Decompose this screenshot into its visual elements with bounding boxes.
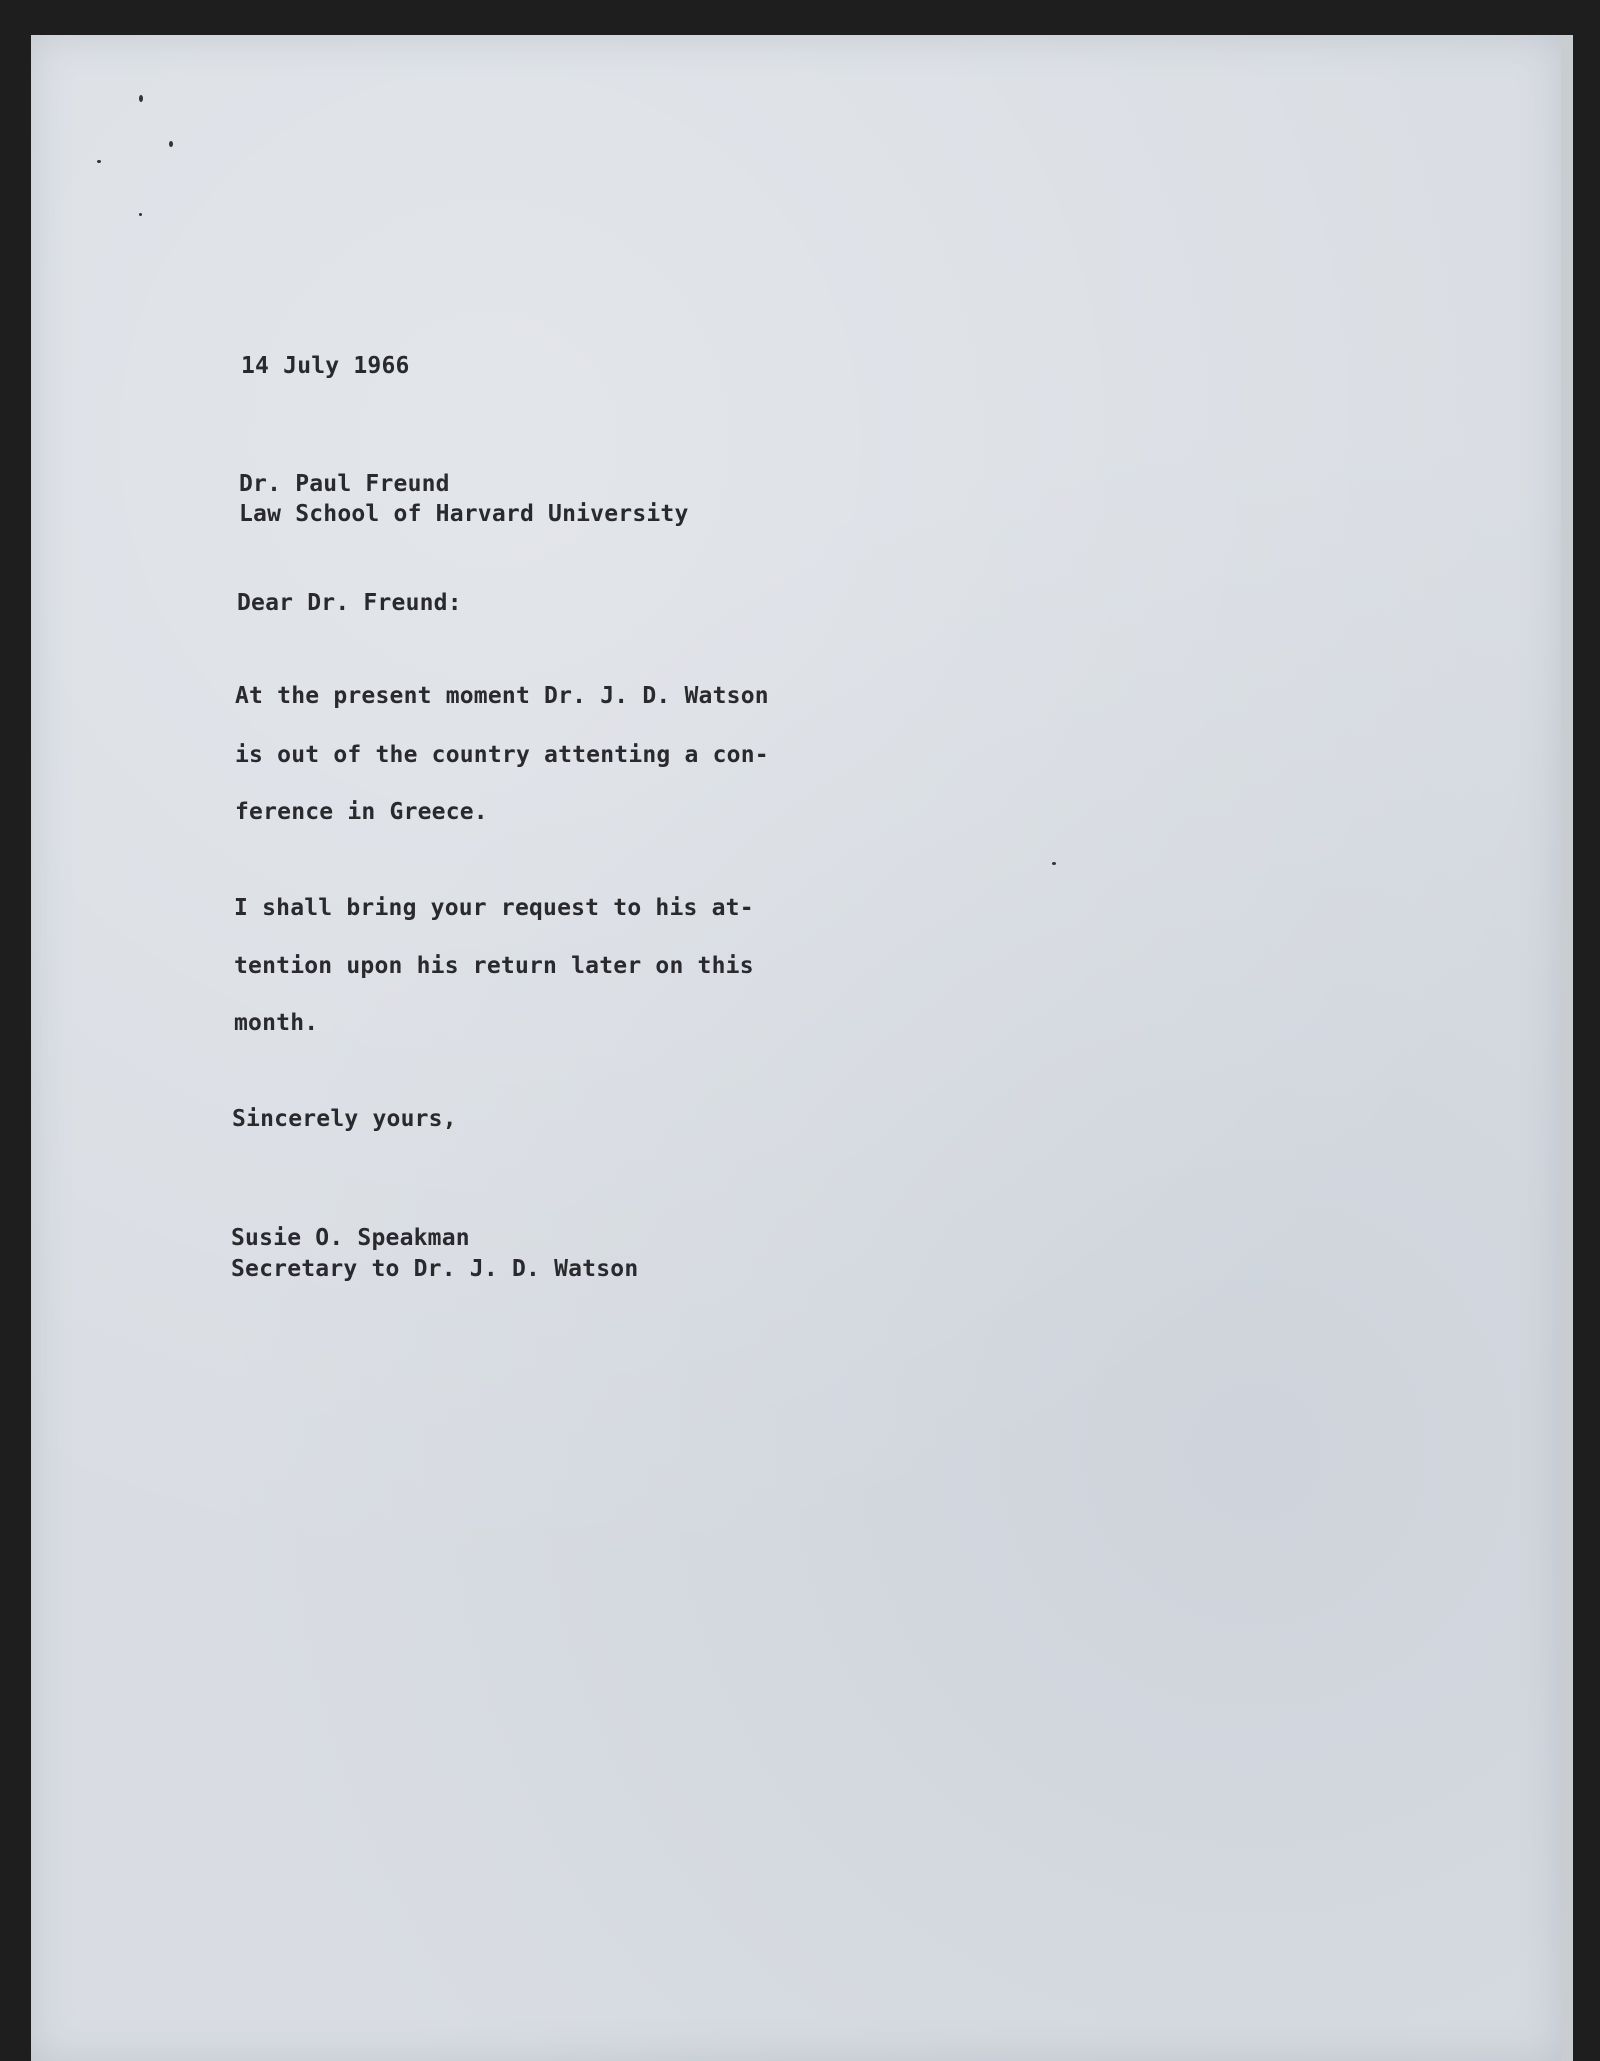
paragraph-2-line-1: I shall bring your request to his at- (234, 895, 754, 921)
letter-body (31, 35, 1561, 2061)
signature-title: Secretary to Dr. J. D. Watson (231, 1256, 639, 1282)
letter-date: 14 July 1966 (241, 353, 410, 379)
closing: Sincerely yours, (232, 1106, 457, 1132)
paragraph-2-line-2: tention upon his return later on this (234, 953, 754, 979)
paragraph-1-line-1: At the present moment Dr. J. D. Watson (235, 683, 769, 709)
salutation: Dear Dr. Freund: (237, 590, 462, 616)
recipient-institution: Law School of Harvard University (239, 501, 689, 527)
paragraph-2-line-3: month. (234, 1010, 319, 1036)
letter-page (31, 35, 1561, 2061)
recipient-name: Dr. Paul Freund (239, 471, 450, 497)
page-edge (1561, 35, 1573, 2061)
signature-name: Susie O. Speakman (231, 1225, 470, 1251)
paragraph-1-line-2: is out of the country attenting a con- (235, 742, 769, 768)
paragraph-1-line-3: ference in Greece. (235, 799, 488, 825)
